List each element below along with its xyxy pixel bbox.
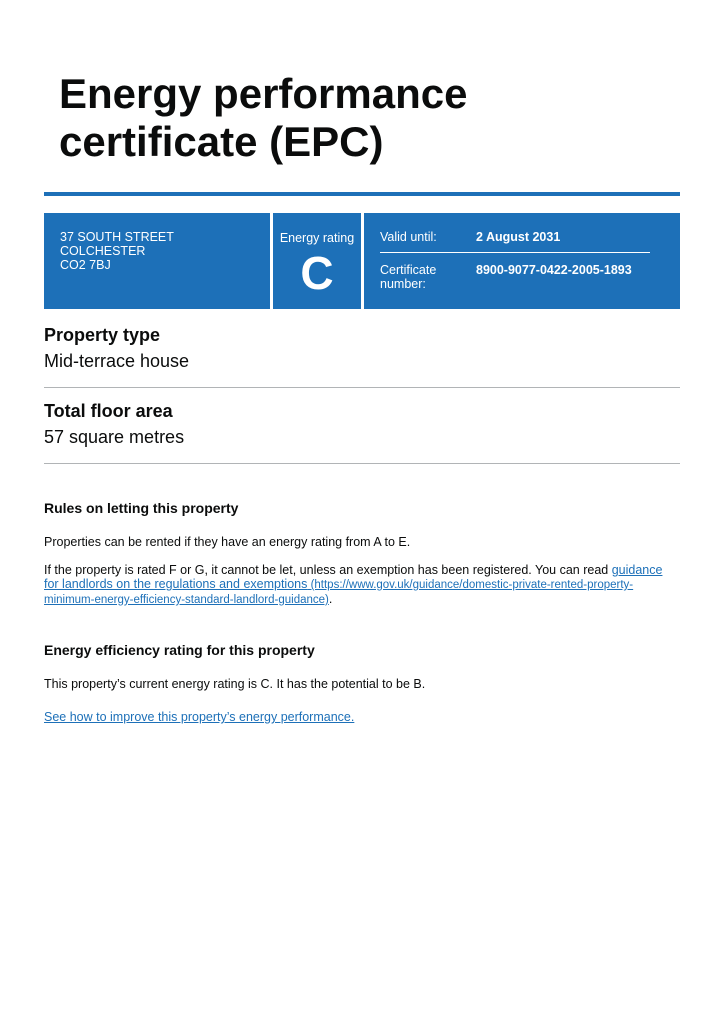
- improve-performance-paragraph: [44, 710, 674, 724]
- page-title-line-1: Energy performance: [59, 70, 468, 117]
- energy-rating-letter: C: [300, 247, 334, 299]
- letting-rules-paragraph-2: [44, 563, 674, 607]
- floor-area-heading: Total floor area: [44, 401, 173, 421]
- property-type-section: [44, 324, 680, 388]
- valid-until-label: Valid until:: [380, 230, 437, 244]
- address-line-3: CO2 7BJ: [60, 258, 111, 272]
- property-type-divider: [44, 387, 680, 388]
- floor-area-value: 57 square metres: [44, 427, 185, 447]
- valid-until-value: 2 August 2031: [476, 230, 561, 244]
- certificate-number-value: 8900-9077-0422-2005-1893: [476, 263, 632, 277]
- details-divider: [380, 252, 650, 253]
- address-line-1: 37 SOUTH STREET: [60, 230, 174, 244]
- letting-rules-heading: Rules on letting this property: [44, 500, 239, 516]
- floor-area-divider: [44, 463, 680, 464]
- page-title-line-2: certificate (EPC): [59, 118, 384, 165]
- property-address: [44, 213, 270, 309]
- energy-rating-box: [273, 213, 361, 309]
- title-divider: [44, 192, 680, 196]
- energy-rating-label: Energy rating: [279, 231, 355, 245]
- certificate-details: [364, 213, 680, 309]
- improve-performance-link[interactable]: See how to improve this property’s energy performance.: [44, 710, 355, 724]
- summary-banner: [44, 213, 680, 309]
- property-type-heading: Property type: [44, 325, 161, 345]
- landlord-guidance-link-text: guidance for landlords on the regulations and exemptions: [44, 563, 663, 591]
- property-type-value: Mid-terrace house: [44, 351, 190, 371]
- valid-until-row: [380, 230, 650, 244]
- letting-rules-text: If the property is rated F or G, it cannot be let, unless an exemption has been registered. You can read: [44, 563, 612, 577]
- letting-rules-end: .: [328, 592, 333, 606]
- address-line-2: COLCHESTER: [60, 244, 146, 258]
- certificate-label-line-1: Certificate: [380, 263, 437, 277]
- certificate-label-line-2: number:: [380, 277, 426, 291]
- letting-rules-paragraph-1: Properties can be rented if they have an energy rating from A to E.: [44, 535, 411, 549]
- certificate-number-row: [380, 263, 650, 291]
- landlord-guidance-url: (https://www.gov.uk/guidance/domestic-private-rented-property-minimum-energy-efficiency-standard-landlord-guidance): [44, 579, 634, 606]
- certificate-number-label: [380, 263, 476, 291]
- efficiency-rating-heading: Energy efficiency rating for this property: [44, 642, 315, 658]
- page-title: [59, 70, 619, 166]
- efficiency-rating-paragraph: This property’s current energy rating is C. It has the potential to be B.: [44, 677, 426, 691]
- floor-area-section: [44, 400, 680, 464]
